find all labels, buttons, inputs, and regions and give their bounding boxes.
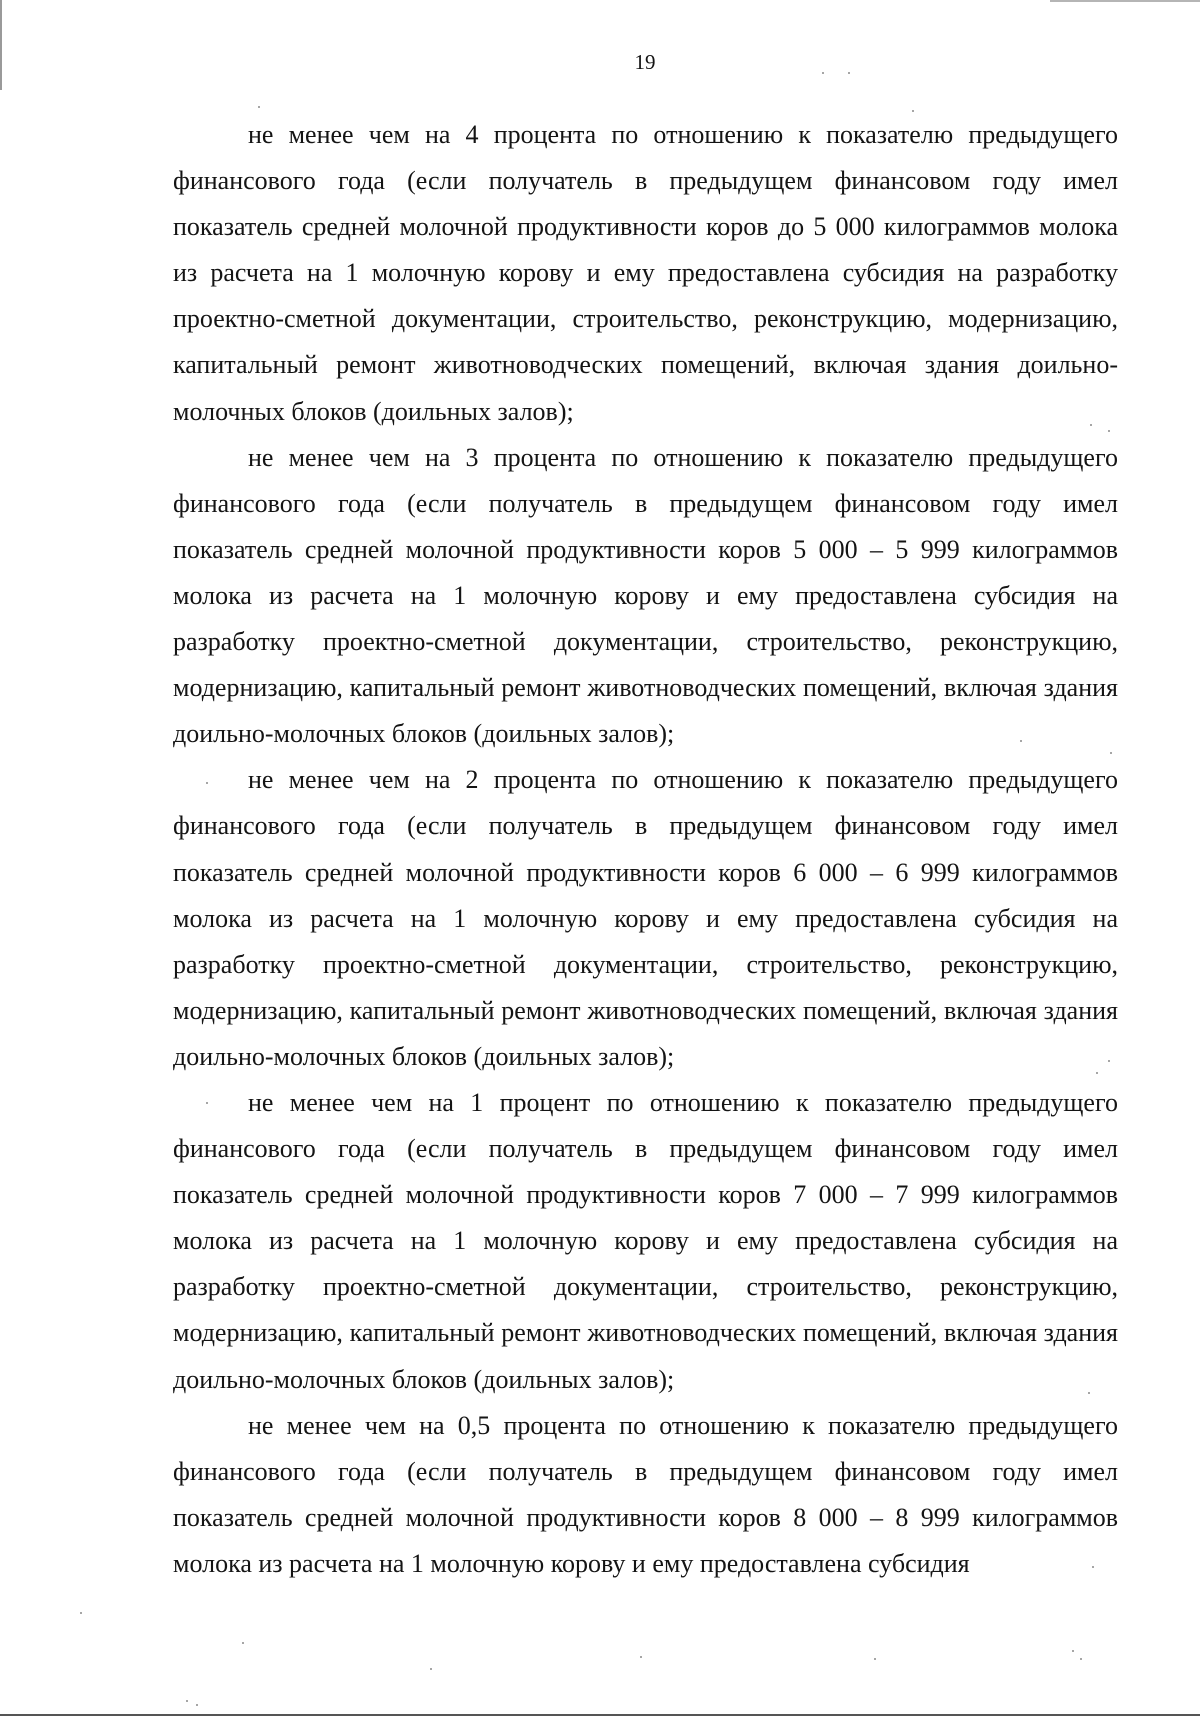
scan-speck (874, 1658, 876, 1660)
scan-speck (1090, 424, 1092, 426)
scan-speck (206, 1102, 208, 1104)
scan-speck (186, 1700, 188, 1702)
scan-top-rule (1050, 0, 1200, 2)
scan-speck (1072, 1650, 1074, 1652)
scan-speck (1108, 1060, 1110, 1062)
paragraph-1-percent: не менее чем на 1 процент по отношению к показателю предыдущего финансового года (если получатель в предыдущем финансовом году имел показатель средней молочной продуктивности коров 7 000 – 7 999 килограммов молока из расчета на 1 молочную корову и ему предоставлена субсидия на разработку проектно-сметной документации, строительство, реконструкцию, модернизацию, капитальный ремонт животноводческих помещений, включая здания доильно-молочных блоков (доильных залов); (173, 1087, 1118, 1394)
scan-speck (1096, 1072, 1098, 1074)
scan-speck (1110, 752, 1112, 754)
body-text (173, 112, 1118, 1587)
paragraph-0-5-percent: не менее чем на 0,5 процента по отношению к показателю предыдущего финансового года (если получатель в предыдущем финансовом году имел показатель средней молочной продуктивности коров 8 000 – 8 999 килограммов молока из расчета на 1 молочную корову и ему предоставлена субсидия (173, 1410, 1118, 1578)
scan-speck (430, 1668, 432, 1670)
scan-speck (206, 782, 208, 784)
scan-speck (848, 72, 850, 74)
scan-speck (196, 1704, 198, 1706)
scan-speck (822, 72, 824, 74)
scan-speck (1108, 430, 1110, 432)
scan-speck (80, 1612, 82, 1614)
scan-speck (1020, 740, 1022, 742)
scan-speck (242, 1642, 244, 1644)
scan-speck (1080, 1658, 1082, 1660)
paragraph-2-percent: не менее чем на 2 процента по отношению к показателю предыдущего финансового года (если получатель в предыдущем финансовом году имел показатель средней молочной продуктивности коров 6 000 – 6 999 килограммов молока из расчета на 1 молочную корову и ему предоставлена субсидия на разработку проектно-сметной документации, строительство, реконструкцию, модернизацию, капитальный ремонт животноводческих помещений, включая здания доильно-молочных блоков (доильных залов); (173, 765, 1118, 1071)
scan-left-edge (0, 0, 2, 90)
scan-speck (258, 106, 260, 108)
scan-bottom-rule (0, 1714, 1200, 1716)
scan-speck (1088, 1392, 1090, 1394)
page-number: 19 (634, 50, 656, 74)
scan-speck (912, 110, 914, 112)
paragraph-3-percent: не менее чем на 3 процента по отношению к показателю предыдущего финансового года (если получатель в предыдущем финансовом году имел показатель средней молочной продуктивности коров 5 000 – 5 999 килограммов молока из расчета на 1 молочную корову и ему предоставлена субсидия на разработку проектно-сметной документации, строительство, реконструкцию, модернизацию, капитальный ремонт животноводческих помещений, включая здания доильно-молочных блоков (доильных залов); (173, 442, 1118, 749)
paragraph-4-percent: не менее чем на 4 процента по отношению к показателю предыдущего финансового года (если получатель в предыдущем финансовом году имел показатель средней молочной продуктивности коров до 5 000 килограммов молока из расчета на 1 молочную корову и ему предоставлена субсидия на разработку проектно-сметной документации, строительство, реконструкцию, модернизацию, капитальный ремонт животноводческих помещений, включая здания доильно-молочных блоков (доильных залов); (173, 120, 1118, 426)
scan-speck (640, 1656, 642, 1658)
scan-speck (1092, 1566, 1094, 1568)
